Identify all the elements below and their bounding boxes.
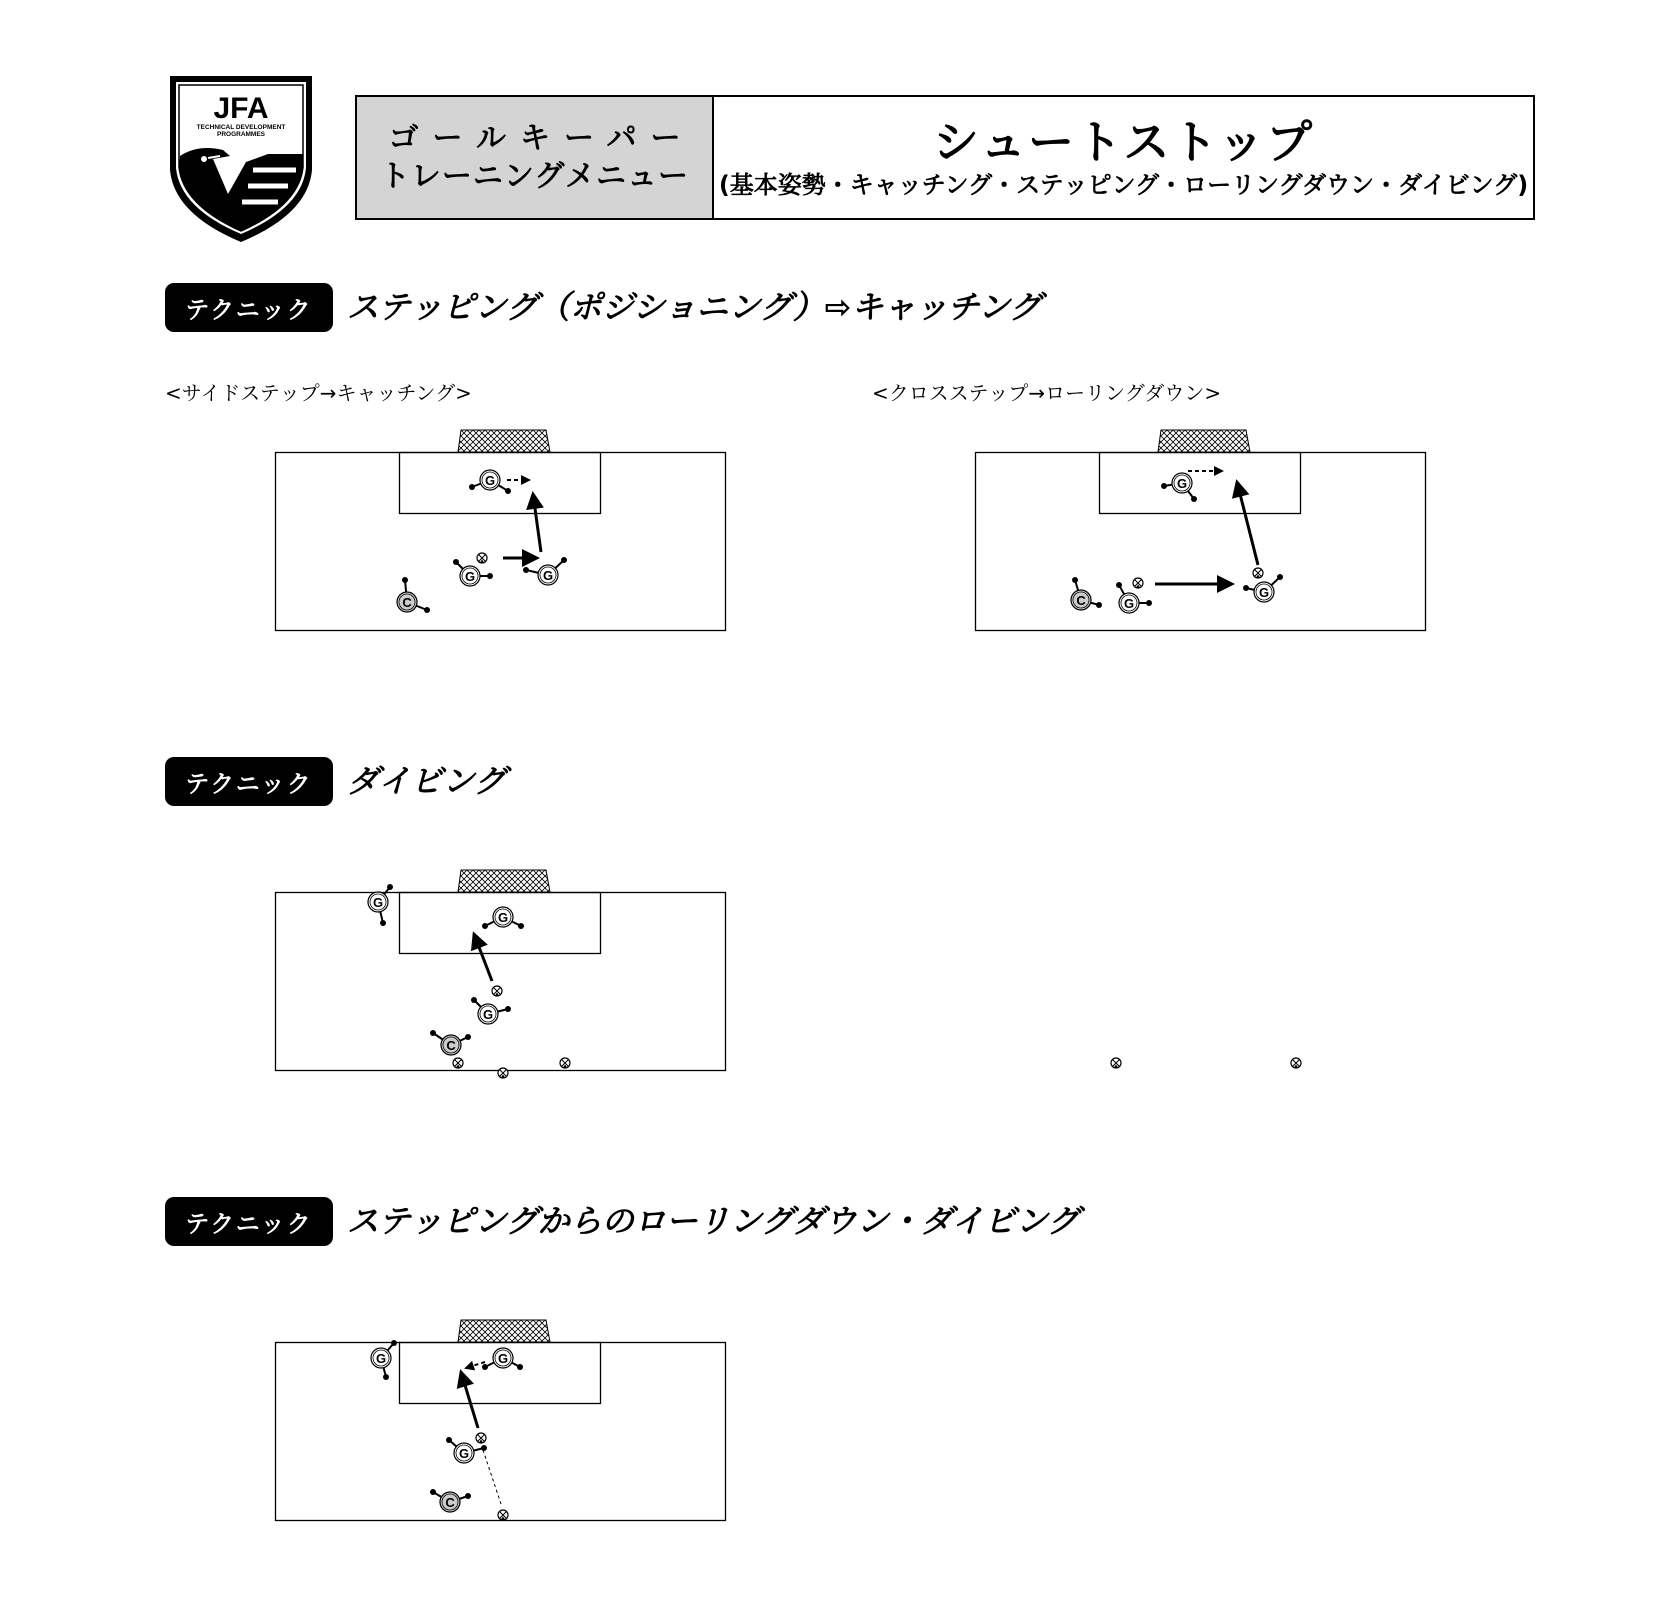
page-title: シュートストップ [932,114,1315,169]
pitch-diagram-side-step-catching [275,430,735,660]
svg-text:C: C [445,1495,455,1510]
coach-icon [1071,577,1102,610]
svg-text:G: G [1123,596,1135,611]
svg-text:C: C [1076,593,1086,608]
svg-text:G: G [464,569,476,584]
technique-badge-2: テクニック [165,757,333,806]
ball-icon [1111,1058,1121,1068]
goalkeeper-icon [1161,473,1197,502]
page-subtitle: (基本姿勢・キャッチング・ステッピング・ローリングダウン・ダイビング) [718,170,1529,199]
header-category-line1: ゴールキーパー [388,120,695,156]
goalkeeper-icon [482,1348,523,1370]
svg-text:G: G [1176,476,1188,491]
shot-arrow [474,934,492,981]
goal-area [1100,453,1301,514]
goal-net-icon [458,870,550,892]
header-title-box [355,95,1535,220]
goal-net-icon [458,1320,550,1342]
sublabel-side-step: <サイドステップ→キャッチング> [165,381,472,405]
ball-icon [498,1510,508,1520]
goalkeeper-icon [1243,574,1283,602]
goalkeeper-icon [368,884,393,926]
goalkeeper-icon [523,557,567,585]
svg-text:G: G [458,1446,470,1461]
svg-text:G: G [497,1351,509,1366]
section-title-2: ダイビング [347,762,506,800]
penalty-area [976,453,1426,631]
pitch-diagram-stepping-rolling-down-diving [275,1320,735,1550]
svg-text:G: G [375,1351,387,1366]
shot-arrow [533,494,541,552]
goal-net-icon [458,430,550,452]
header-category-line2: トレーニングメニュー [379,158,690,194]
header-category-cell [357,97,714,218]
jfa-logo [168,74,314,244]
coach-icon [397,577,430,613]
goalkeeper-icon [482,907,524,929]
shot-arrow [461,1372,478,1428]
pass-line [483,1450,502,1507]
sublabel-cross-step: <クロスステップ→ローリングダウン> [872,381,1222,405]
goalkeeper-icon [469,470,511,494]
goalkeeper-icon [453,559,493,586]
svg-text:G: G [482,1007,494,1022]
goalkeeper-icon [371,1340,397,1380]
svg-text:C: C [402,595,412,610]
section-title-1: ステッピング（ポジショニング）⇨キャッチング [347,288,1042,326]
penalty-area [276,1343,726,1521]
svg-text:G: G [1258,585,1270,600]
pitch-diagram-diving [275,870,735,1100]
ball-icon [1253,568,1263,578]
section-title-3: ステッピングからのローリングダウン・ダイビング [347,1202,1080,1240]
svg-text:G: G [542,568,554,583]
ball-icon [477,553,487,563]
ball-icon [1291,1058,1301,1068]
logo-acronym: JFA [213,92,269,125]
shot-arrow [1237,482,1258,565]
logo-line1: TECHNICAL DEVELOPMENT [196,124,286,131]
technique-badge-1: テクニック [165,283,333,332]
technique-badge-3: テクニック [165,1197,333,1246]
coach-icon [430,1030,471,1055]
logo-line2: PROGRAMMES [216,131,266,138]
pitch-diagram-cross-step-rolling-down [975,430,1435,660]
ball-icon [476,1433,486,1443]
svg-text:C: C [446,1038,456,1053]
svg-text:G: G [484,473,496,488]
coach-icon [430,1489,471,1512]
goalkeeper-icon [471,997,511,1024]
header-title-cell [714,97,1533,218]
ball-icon [1133,578,1143,588]
svg-text:G: G [497,910,509,925]
svg-text:G: G [372,895,384,910]
ball-icon [498,1068,508,1078]
ball-icon [492,986,502,996]
goal-net-icon [1158,430,1250,452]
